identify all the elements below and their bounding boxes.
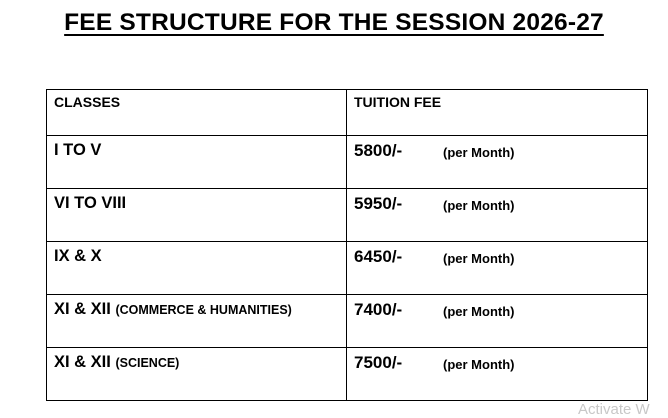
activation-watermark: Activate W (578, 401, 650, 418)
fee-cell (347, 136, 648, 189)
class-cell (47, 348, 347, 401)
fee-period: (per Month) (443, 357, 515, 372)
table-row (47, 136, 648, 189)
header-classes (47, 90, 347, 136)
fee-structure-table (46, 89, 648, 401)
class-cell (47, 242, 347, 295)
class-name: XI & XII (54, 300, 111, 318)
fee-cell (347, 348, 648, 401)
class-cell (47, 295, 347, 348)
table-row (47, 242, 648, 295)
header-tuition-fee (347, 90, 648, 136)
fee-cell (347, 295, 648, 348)
class-name: XI & XII (54, 353, 111, 371)
class-name: I TO V (54, 141, 102, 159)
fee-amount: 6450/- (354, 247, 403, 266)
fee-period: (per Month) (443, 198, 515, 213)
fee-amount: 7500/- (354, 353, 403, 372)
class-name: IX & X (54, 247, 102, 265)
table-row (47, 295, 648, 348)
class-stream-note: (COMMERCE & HUMANITIES) (115, 303, 292, 317)
header-classes-label: CLASSES (54, 94, 121, 110)
table-header-row (47, 90, 648, 136)
class-cell (47, 189, 347, 242)
fee-cell (347, 189, 648, 242)
fee-amount: 5800/- (354, 141, 403, 160)
fee-amount: 5950/- (354, 194, 403, 213)
table-row (47, 348, 648, 401)
table-row (47, 189, 648, 242)
class-name: VI TO VIII (54, 194, 127, 212)
fee-amount: 7400/- (354, 300, 403, 319)
header-tuition-fee-label: TUITION FEE (354, 94, 442, 110)
fee-period: (per Month) (443, 145, 515, 160)
class-cell (47, 136, 347, 189)
class-stream-note: (SCIENCE) (115, 356, 180, 370)
fee-period: (per Month) (443, 251, 515, 266)
page-title: FEE STRUCTURE FOR THE SESSION 2026-27 (64, 9, 604, 36)
fee-period: (per Month) (443, 304, 515, 319)
fee-cell (347, 242, 648, 295)
